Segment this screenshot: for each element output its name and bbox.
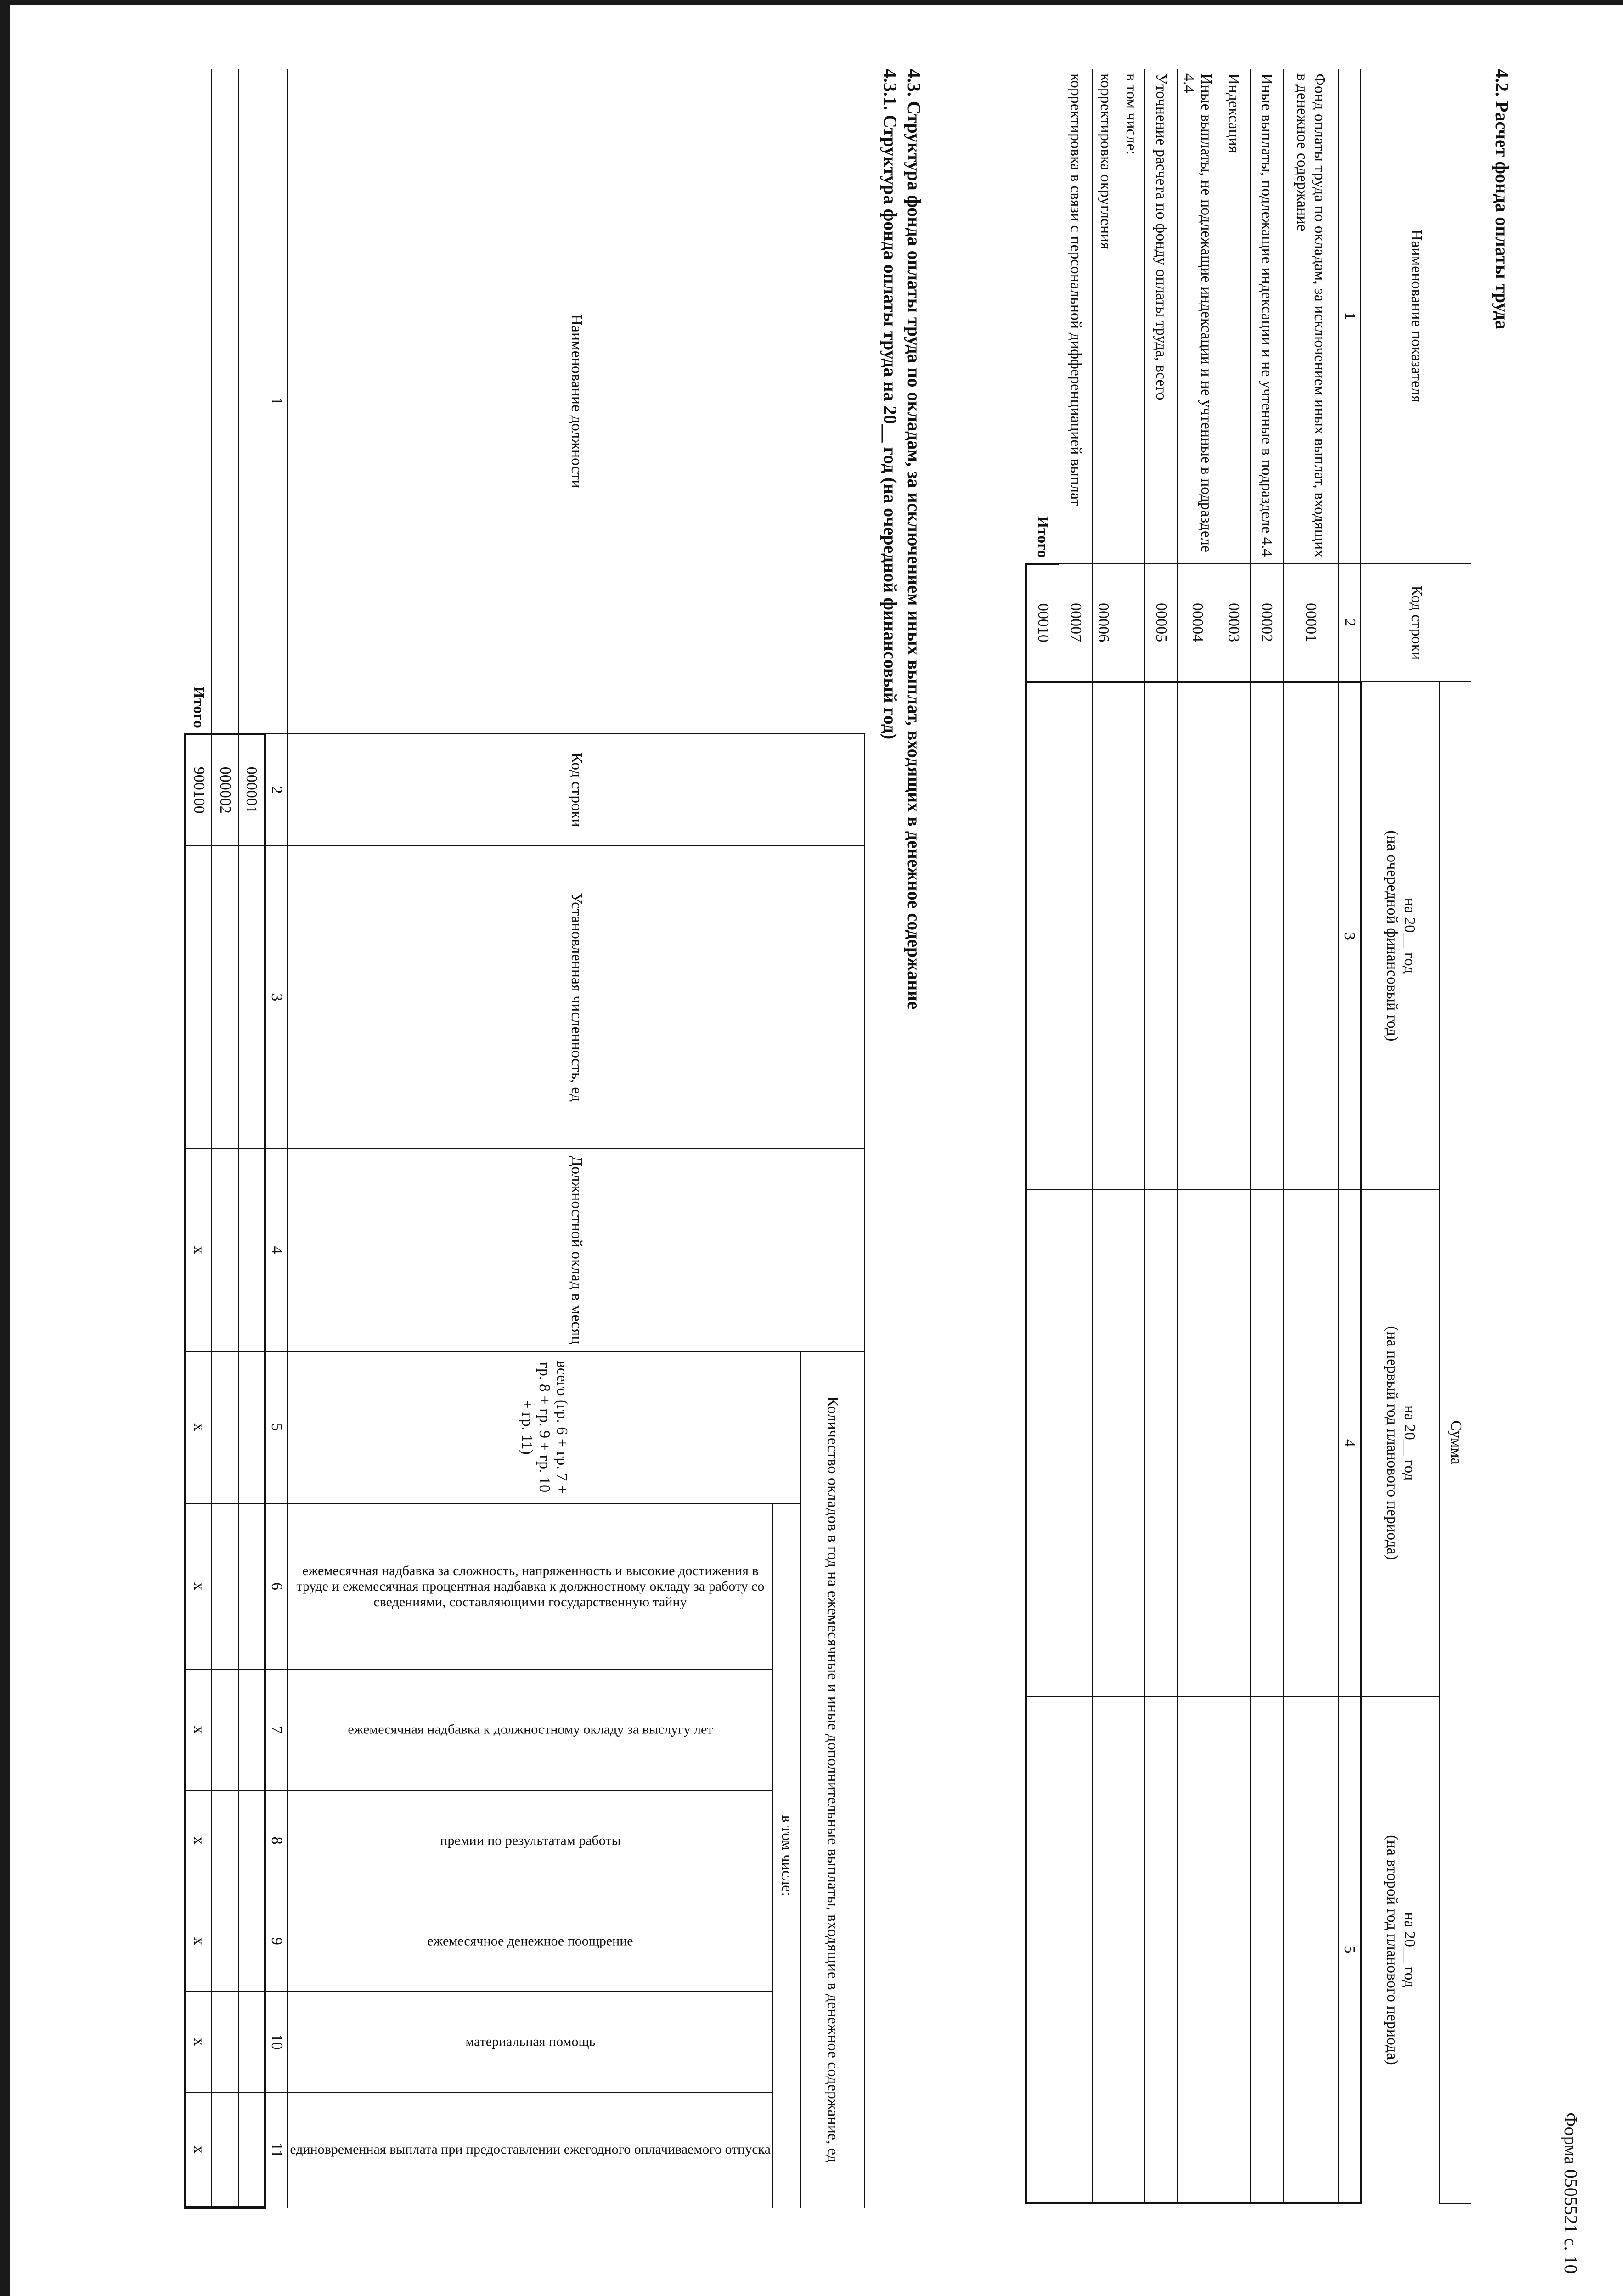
table-4-2 xyxy=(1026,69,1472,2204)
header-c8: премии по результатам работы xyxy=(287,1790,773,1891)
header-position: Наименование должности xyxy=(287,69,865,734)
row-name: Индексация xyxy=(1217,69,1250,563)
row-name: Иные выплаты, подлежащие индексации и не учтенные в подразделе 4.4 xyxy=(1250,69,1283,563)
cell-value[interactable] xyxy=(1283,682,1338,1189)
col-num: 5 xyxy=(1338,1696,1361,2203)
total-label: Итого xyxy=(1034,516,1051,558)
form-label: Форма 0505521 с. 10 xyxy=(1561,2112,1581,2274)
cell-value[interactable] xyxy=(212,846,238,1149)
col4-line2: (на первый год планового периода) xyxy=(1384,1326,1401,1560)
col3-line2: (на очередной финансовый год) xyxy=(1384,830,1401,1041)
cell-value[interactable] xyxy=(1178,682,1217,1189)
row-code: 000002 xyxy=(212,734,238,845)
table-row xyxy=(1144,69,1178,2203)
header-c10: материальная помощь xyxy=(287,1992,773,2092)
cell-value[interactable] xyxy=(1059,1189,1092,1696)
cell-value[interactable] xyxy=(1283,1189,1338,1696)
cell-value[interactable] xyxy=(1250,1696,1283,2203)
table-row xyxy=(212,69,238,2208)
cell-value[interactable] xyxy=(1144,1696,1178,2203)
x-mark: x xyxy=(186,2092,212,2207)
header-code: Код строки xyxy=(1361,563,1472,682)
row-code: 00003 xyxy=(1217,563,1250,682)
header-sum: Сумма xyxy=(1440,682,1471,2203)
col3-line1: на 20__ год xyxy=(1401,898,1418,974)
row-code: 00005 xyxy=(1144,563,1178,682)
table-row xyxy=(1118,69,1144,2203)
col-num: 7 xyxy=(265,1669,288,1790)
row-code: 00007 xyxy=(1059,563,1092,682)
col-num: 3 xyxy=(265,846,288,1149)
col-num: 3 xyxy=(1338,682,1361,1189)
cell-value[interactable] xyxy=(238,1149,265,1351)
col-number-row xyxy=(265,69,288,2208)
table-row xyxy=(1250,69,1283,2203)
cell-value[interactable] xyxy=(1144,1189,1178,1696)
cell-value[interactable] xyxy=(1217,1189,1250,1696)
header-c9: ежемесячное денежное поощрение xyxy=(287,1891,773,1992)
cell-value[interactable] xyxy=(238,2092,265,2207)
col5-line1: на 20__ год xyxy=(1401,1912,1418,1988)
cell-value[interactable] xyxy=(212,1351,238,1503)
cell-value[interactable] xyxy=(1144,682,1178,1189)
row-name: корректировка округления xyxy=(1092,69,1118,563)
row-name: Иные выплаты, не подлежащие индексации и не учтенные в подразделе 4.4 xyxy=(1178,69,1217,563)
section-4-3-title: 4.3. Структура фонда оплаты труда по окладам, за исключением иных выплат, входящих в денежное содержание xyxy=(904,69,924,1010)
header-c7: ежемесячная надбавка к должностному окладу за выслугу лет xyxy=(287,1669,773,1790)
header-c6: ежемесячная надбавка за сложность, напряженность и высокие достижения в труде и ежемесячная процентная надбавка к должностному окладу за работу со сведениями, составляющими государственную тайну xyxy=(287,1503,773,1670)
cell-value[interactable] xyxy=(238,846,265,1149)
table-row xyxy=(238,69,265,2208)
cell-value[interactable] xyxy=(212,1669,238,1790)
x-mark: x xyxy=(186,1891,212,1992)
table-4-3-1 xyxy=(184,69,865,2209)
total-row xyxy=(1026,69,1059,2203)
cell-value[interactable] xyxy=(1026,1696,1059,2203)
cell-value[interactable] xyxy=(1026,682,1059,1189)
cell-value[interactable] xyxy=(186,846,212,1149)
cell-value[interactable] xyxy=(212,1891,238,1992)
col-num: 9 xyxy=(265,1891,288,1992)
cell-value[interactable] xyxy=(238,1351,265,1503)
row-code: 00006 xyxy=(1092,563,1144,682)
col-num: 4 xyxy=(265,1149,288,1351)
cell-value[interactable] xyxy=(1092,1189,1144,1696)
row-name: в том числе: xyxy=(1118,69,1144,563)
section-4-3-1-subtitle: 4.3.1. Структура фонда оплаты труда на 20__ год (на очередной финансовый год) xyxy=(880,69,901,740)
x-mark: x xyxy=(186,1669,212,1790)
header-col4 xyxy=(1361,1189,1440,1696)
col-num: 6 xyxy=(265,1503,288,1670)
cell-value[interactable] xyxy=(1178,1696,1217,2203)
total-row xyxy=(186,69,212,2208)
cell-value[interactable] xyxy=(1217,1696,1250,2203)
x-mark: x xyxy=(186,1351,212,1503)
header-headcount: Установленная численность, ед xyxy=(287,846,865,1149)
x-mark: x xyxy=(186,1149,212,1351)
section-4-2-title: 4.2. Расчет фонда оплаты труда xyxy=(1492,69,1512,330)
col-num: 2 xyxy=(265,734,288,845)
col4-line1: на 20__ год xyxy=(1401,1405,1418,1481)
row-code: 00004 xyxy=(1178,563,1217,682)
cell-value[interactable] xyxy=(1250,682,1283,1189)
cell-position[interactable] xyxy=(212,69,238,734)
total-label: Итого xyxy=(190,686,207,728)
header-col3 xyxy=(1361,682,1440,1189)
x-mark: x xyxy=(186,1790,212,1891)
cell-value[interactable] xyxy=(1059,1696,1092,2203)
col-num: 10 xyxy=(265,1992,288,2092)
col-num: 11 xyxy=(265,2092,288,2207)
header-group: Количество окладов в год на ежемесячные и иные дополнительные выплаты, входящие в денежное содержание, ед xyxy=(800,1351,865,2208)
cell-value[interactable] xyxy=(238,1790,265,1891)
cell-value[interactable] xyxy=(212,1992,238,2092)
cell-value[interactable] xyxy=(1217,682,1250,1189)
cell-position[interactable] xyxy=(238,69,265,734)
row-code: 00001 xyxy=(1283,563,1338,682)
row-name: Уточнение расчета по фонду оплаты труда, всего xyxy=(1144,69,1178,563)
header-incl: в том числе: xyxy=(773,1503,800,2208)
cell-value[interactable] xyxy=(212,2092,238,2207)
cell-value[interactable] xyxy=(238,1503,265,1670)
cell-value[interactable] xyxy=(238,1992,265,2092)
header-total: всего (гр. 6 + гр. 7 + гр. 8 + гр. 9 + гр. 10 + гр. 11) xyxy=(287,1351,800,1503)
header-col5 xyxy=(1361,1696,1440,2203)
col-num: 2 xyxy=(1338,563,1361,682)
row-name: корректировка в связи с персональной дифференциацией выплат xyxy=(1059,69,1092,563)
total-code: 00010 xyxy=(1026,563,1059,682)
x-mark: x xyxy=(186,1992,212,2092)
col5-line2: (на второй год планового периода) xyxy=(1384,1835,1401,2065)
table-row xyxy=(1178,69,1217,2203)
cell-value[interactable] xyxy=(238,1891,265,1992)
cell-value[interactable] xyxy=(212,1503,238,1670)
cell-value[interactable] xyxy=(238,1669,265,1790)
col-num: 1 xyxy=(265,69,288,734)
cell-value[interactable] xyxy=(1250,1189,1283,1696)
table-row xyxy=(1283,69,1338,2203)
table-row xyxy=(1217,69,1250,2203)
header-salary: Должностной оклад в месяц xyxy=(287,1149,865,1351)
row-code: 00002 xyxy=(1250,563,1283,682)
total-code: 900100 xyxy=(186,734,212,845)
col-number-row xyxy=(1338,69,1361,2203)
header-c11: единовременная выплата при предоставлении ежегодного оплачиваемого отпуска xyxy=(287,2092,773,2207)
row-name: Фонд оплаты труда по окладам, за исключением иных выплат, входящих в денежное содержание xyxy=(1283,69,1338,563)
col-num: 8 xyxy=(265,1790,288,1891)
cell-value[interactable] xyxy=(1092,682,1144,1189)
cell-value[interactable] xyxy=(1059,682,1092,1189)
header-name: Наименование показателя xyxy=(1361,69,1472,563)
col-num: 4 xyxy=(1338,1189,1361,1696)
cell-value[interactable] xyxy=(1178,1189,1217,1696)
x-mark: x xyxy=(186,1503,212,1670)
cell-value[interactable] xyxy=(1283,1696,1338,2203)
cell-value[interactable] xyxy=(1092,1696,1144,2203)
cell-value[interactable] xyxy=(212,1790,238,1891)
cell-value[interactable] xyxy=(212,1149,238,1351)
col-num: 5 xyxy=(265,1351,288,1503)
row-code: 000001 xyxy=(238,734,265,845)
cell-value[interactable] xyxy=(1026,1189,1059,1696)
header-code: Код строки xyxy=(287,734,865,845)
col-num: 1 xyxy=(1338,69,1361,563)
table-row xyxy=(1059,69,1092,2203)
